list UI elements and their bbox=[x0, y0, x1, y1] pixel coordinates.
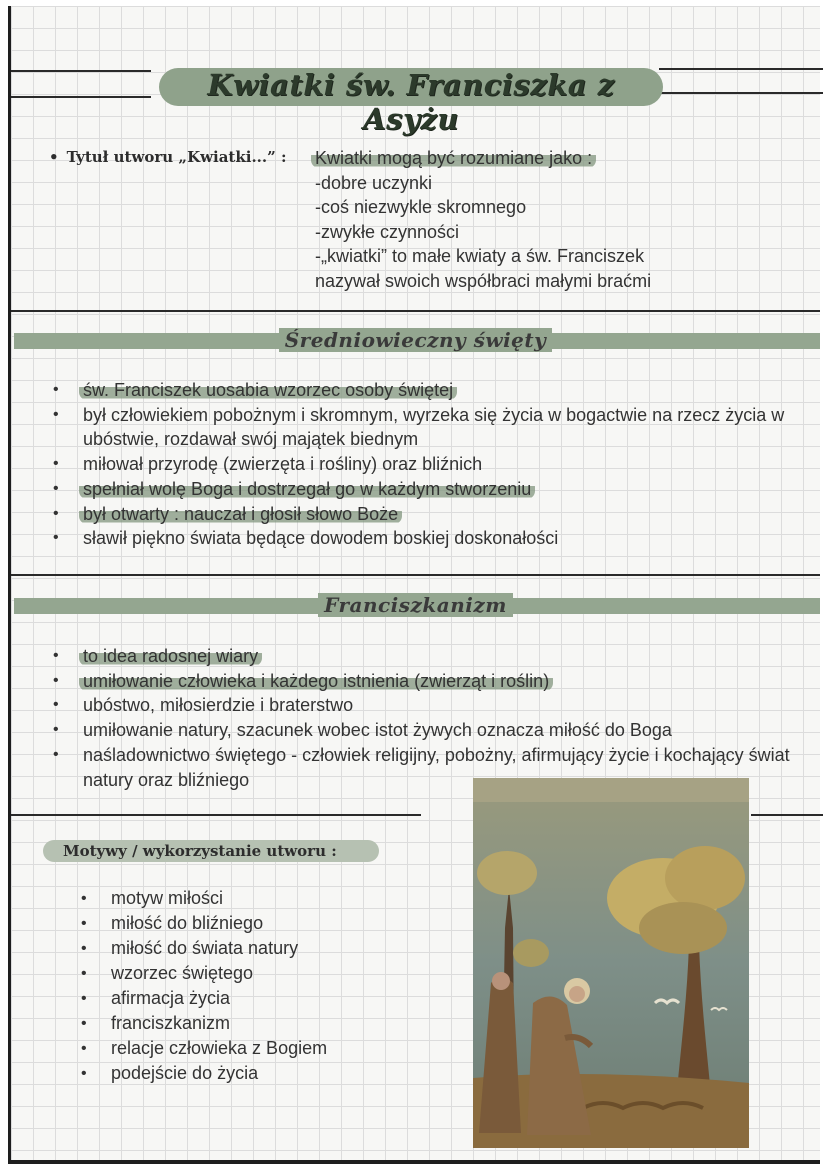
tytul-body bbox=[315, 146, 651, 293]
list-item-text: św. Franciszek uosabia wzorzec osoby świętej bbox=[79, 380, 457, 400]
list-item: • naśladownictwo świętego - człowiek religijny, pobożny, afirmujący życie i kochający świat natury oraz bliźniego bbox=[53, 743, 805, 792]
divider-line bbox=[751, 814, 823, 816]
notebook-page bbox=[8, 6, 820, 1164]
section-title-text: Franciszkanizm bbox=[318, 593, 513, 617]
divider-line bbox=[11, 814, 421, 816]
list-item: • wzorzec świętego bbox=[81, 961, 327, 986]
list-item: • miłował przyrodę (zwierzęta i rośliny) oraz bliźnich bbox=[53, 452, 793, 477]
list-item: • motyw miłości bbox=[81, 886, 327, 911]
section-title-text: Średniowieczny święty bbox=[279, 328, 553, 352]
list-item: • franciszkanizm bbox=[81, 1011, 327, 1036]
list-item: • był człowiekiem pobożnym i skromnym, wyrzeka się życia w bogactwie na rzecz życia w ubóstwie, rozdawał swój majątek biednym bbox=[53, 403, 793, 452]
list-item-text: był otwarty : nauczał i głosił słowo Boże bbox=[79, 504, 402, 524]
motywy-list bbox=[81, 886, 327, 1086]
bullet-icon: • bbox=[49, 148, 59, 166]
divider-line bbox=[659, 68, 823, 70]
list-item: • podejście do życia bbox=[81, 1061, 327, 1086]
section-title-sredniowieczny bbox=[11, 328, 820, 352]
section-title-franciszkanizm bbox=[11, 593, 820, 617]
divider-line bbox=[11, 70, 151, 72]
list-item bbox=[53, 502, 793, 527]
st-francis-fresco-image bbox=[473, 778, 749, 1148]
tytul-line: -dobre uczynki bbox=[315, 172, 433, 193]
list-item bbox=[53, 477, 793, 502]
divider-line bbox=[11, 574, 820, 576]
sredniowieczny-list bbox=[53, 378, 793, 551]
list-item bbox=[53, 669, 805, 694]
tytul-label-row bbox=[49, 148, 287, 166]
list-item: • afirmacja życia bbox=[81, 986, 327, 1011]
list-item bbox=[53, 378, 793, 403]
list-item: • sławił piękno świata będące dowodem boskiej doskonałości bbox=[53, 526, 793, 551]
list-item: • ubóstwo, miłosierdzie i braterstwo bbox=[53, 693, 805, 718]
list-item: • miłość do świata natury bbox=[81, 936, 327, 961]
list-item: • umiłowanie natury, szacunek wobec istot żywych oznacza miłość do Boga bbox=[53, 718, 805, 743]
tytul-line: -coś niezwykle skromnego bbox=[315, 197, 527, 217]
list-item-text: umiłowanie człowieka i każdego istnienia (zwierząt i roślin) bbox=[79, 671, 553, 691]
list-item bbox=[53, 644, 805, 669]
divider-line bbox=[11, 96, 151, 98]
tytul-line: -„kwiatki” to małe kwiaty a św. Franciszek bbox=[315, 246, 645, 266]
tytul-line: -zwykłe czynności bbox=[315, 221, 460, 242]
list-item-text: spełniał wolę Boga i dostrzegał go w każdym stworzeniu bbox=[79, 479, 535, 499]
page-title-block bbox=[159, 64, 663, 136]
motywy-title: Motywy / wykorzystanie utworu : bbox=[63, 842, 337, 860]
divider-line bbox=[659, 92, 823, 94]
tytul-line: nazywał swoich współbraci małymi braćmi bbox=[315, 270, 652, 291]
tytul-label: Tytuł utworu „Kwiatki...” : bbox=[66, 148, 287, 166]
page-title: Kwiatki św. Franciszka z Asyżu bbox=[207, 68, 615, 136]
list-item: • relacje człowieka z Bogiem bbox=[81, 1036, 327, 1061]
list-item-text: to idea radosnej wiary bbox=[79, 646, 262, 666]
list-item: • miłość do bliźniego bbox=[81, 911, 327, 936]
tytul-line-text: Kwiatki mogą być rozumiane jako : bbox=[311, 148, 596, 168]
divider-line bbox=[11, 310, 820, 312]
franciszkanizm-list bbox=[53, 644, 805, 792]
tytul-line bbox=[315, 146, 651, 171]
